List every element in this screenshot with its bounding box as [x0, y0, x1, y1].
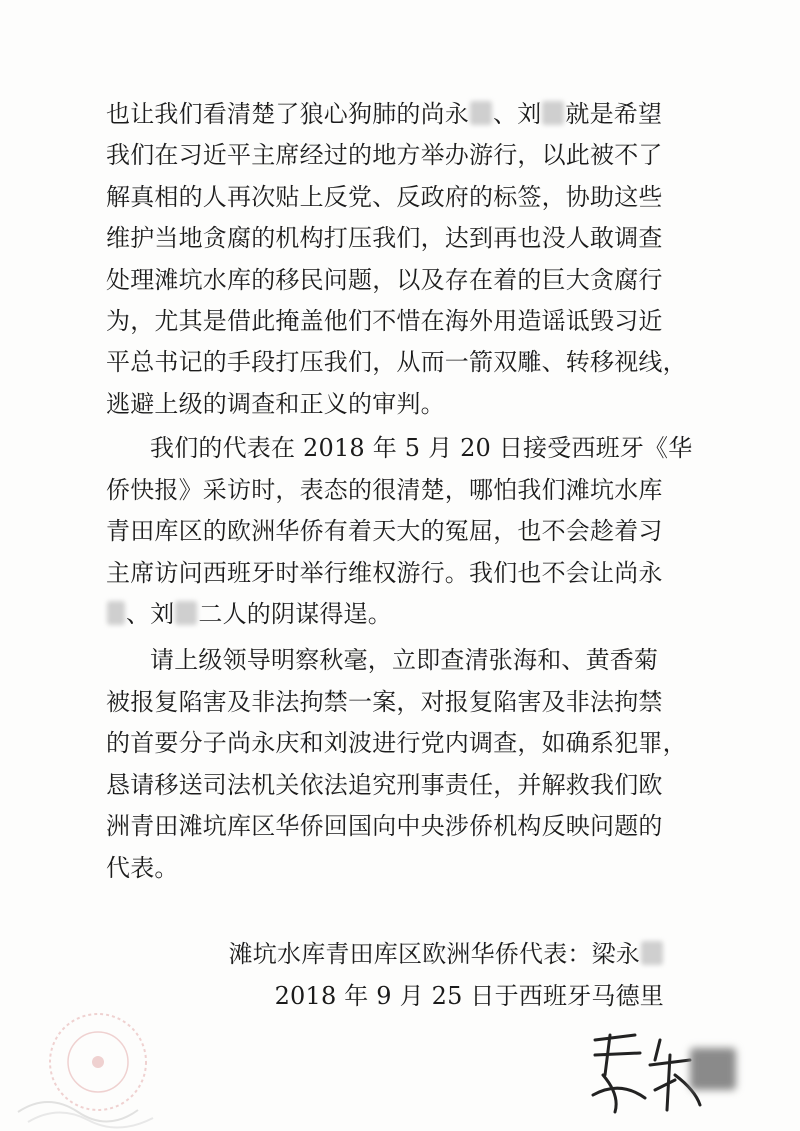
paragraph-line: 侨快报》采访时，表态的很清楚，哪怕我们滩坑水库 — [106, 476, 663, 504]
paragraph-line: 、刘 二人的阴谋得逞。 — [106, 594, 666, 634]
paragraph-line: 请上级领导明察秋毫，立即查清张海和、黄香菊 — [150, 646, 659, 674]
paragraph-line: 也让我们看清楚了狼心狗肺的尚永 、刘 就是希望 — [106, 100, 663, 128]
paragraph-line: 我们在习近平主席经过的地方举办游行，以此被不了 — [106, 141, 663, 169]
paragraph-line: 洲青田滩坑库区华侨回国向中央涉侨机构反映问题的 — [106, 812, 663, 840]
signature-redaction-blur — [690, 1048, 736, 1090]
redaction-blur — [470, 101, 492, 125]
organization-seal-watermark — [8, 1000, 158, 1130]
handwritten-signature — [575, 1020, 795, 1120]
paragraph-line: 解真相的人再次贴上反党、反政府的标签，协助这些 — [106, 183, 663, 211]
paragraph-line: 的首要分子尚永庆和刘波进行党内调查，如确系犯罪， — [106, 729, 687, 757]
paragraph-line: 被报复陷害及非法拘禁一案，对报复陷害及非法拘禁 — [106, 688, 663, 716]
paragraph-line: 恳请移送司法机关依法追究刑事责任，并解救我们欧 — [106, 771, 663, 799]
paragraph-line: 代表。 — [106, 854, 179, 882]
paragraph-line: 平总书记的手段打压我们，从而一箭双雕、转移视线， — [106, 348, 687, 376]
paragraph-line: 逃避上级的调查和正义的审判。 — [106, 390, 445, 418]
paragraph-line: 维护当地贪腐的机构打压我们，达到再也没人敢调查 — [106, 224, 663, 252]
paragraph-line: 我们的代表在 2018 年 5 月 20 日接受西班牙《华 — [150, 434, 693, 462]
paragraph-line: 处理滩坑水库的移民问题，以及存在着的巨大贪腐行 — [106, 266, 663, 294]
date-line: 2018 年 9 月 25 日于西班牙马德里 — [274, 982, 664, 1010]
redaction-blur — [175, 601, 197, 625]
redaction-blur — [641, 941, 663, 965]
redaction-blur — [542, 101, 564, 125]
redaction-blur — [107, 601, 125, 625]
paragraph-line: 主席访问西班牙时举行维权游行。我们也不会让尚永 — [106, 559, 663, 587]
paragraph-line: 青田库区的欧洲华侨有着天大的冤屈，也不会趁着习 — [106, 517, 663, 545]
paragraph-line: 为，尤其是借此掩盖他们不惜在海外用造谣诋毁习近 — [106, 307, 663, 335]
signatory-line: 滩坑水库青田库区欧洲华侨代表：梁永 — [229, 934, 664, 974]
